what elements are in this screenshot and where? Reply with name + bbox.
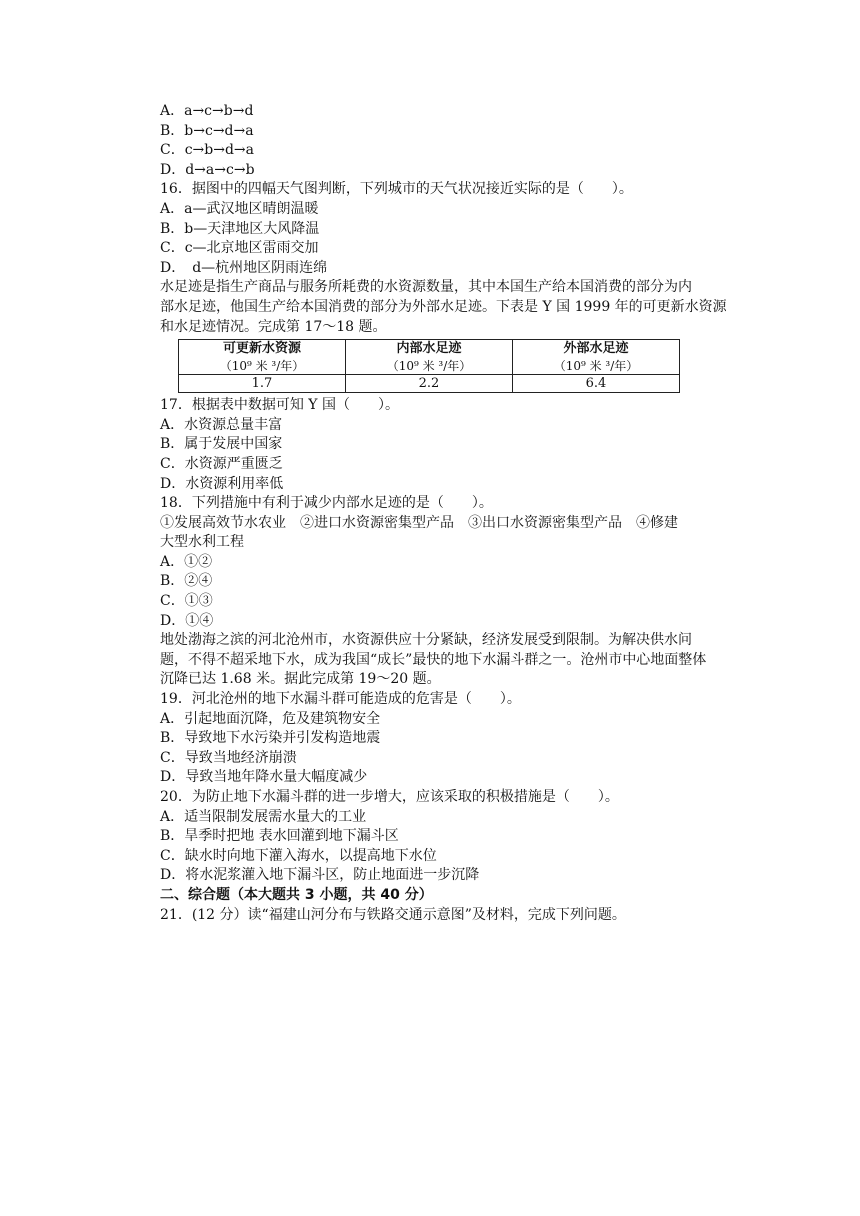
table-cell-internal: 2.2 (346, 375, 513, 393)
q18-stem: 18．下列措施中有利于减少内部水足迹的是（ ）。 (160, 495, 493, 512)
section-heading: 二、综合题（本大题共 3 小题，共 40 分） (160, 886, 433, 903)
q19-option-b: B．导致地下水污染并引发构造地震 (160, 730, 381, 747)
q15-option-b: B．b→c→d→a (160, 122, 254, 139)
question-19 (160, 690, 732, 788)
table-cell-renewable: 1.7 (179, 375, 346, 393)
q21-stem: 21．(12 分）读“福建山河分布与铁路交通示意图”及材料，完成下列问题。 (160, 906, 626, 923)
q18-option-a: A．①② (160, 553, 213, 570)
q16-option-d: D． d—杭州地区阴雨连绵 (160, 259, 328, 276)
table-header-row (179, 340, 680, 375)
q19-option-c: C．导致当地经济崩溃 (160, 749, 297, 766)
question-16 (160, 180, 732, 278)
q17-option-c: C．水资源严重匮乏 (160, 455, 283, 472)
water-resource-table (178, 339, 680, 393)
table-header-renewable (179, 340, 346, 375)
question-18 (160, 494, 732, 631)
passage2-line1: 地处渤海之滨的河北沧州市，水资源供应十分紧缺，经济发展受到限制。为解决供水问 (160, 632, 692, 649)
question-20 (160, 788, 732, 886)
q20-option-d: D．将水泥浆灌入地下漏斗区，防止地面进一步沉降 (160, 867, 480, 884)
passage1-line3: 和水足迹情况。完成第 17～18 题。 (160, 318, 387, 335)
q18-option-b: B．②④ (160, 573, 213, 590)
q16-option-c: C．c—北京地区雷雨交加 (160, 240, 319, 257)
q18-option-d: D．①④ (160, 612, 214, 629)
header-unit: （10⁹ 米 ³/年） (386, 359, 472, 374)
q18-option-c: C．①③ (160, 593, 213, 610)
q20-option-a: A．适当限制发展需水量大的工业 (160, 808, 367, 825)
q17-option-b: B．属于发展中国家 (160, 436, 283, 453)
table-row (179, 375, 680, 393)
table-header-internal (346, 340, 513, 375)
q15-option-d: D．d→a→c→b (160, 161, 255, 178)
q17-option-a: A．水资源总量丰富 (160, 416, 283, 433)
passage-water-footprint (160, 278, 732, 337)
header-unit: （10⁹ 米 ³/年） (219, 359, 305, 374)
passage-cangzhou (160, 631, 732, 690)
q15-options (160, 102, 732, 180)
header-label: 外部水足迹 (563, 341, 629, 357)
table-cell-external: 6.4 (513, 375, 680, 393)
q19-stem: 19．河北沧州的地下水漏斗群可能造成的危害是（ ）。 (160, 691, 521, 708)
q16-option-a: A．a—武汉地区晴朗温暖 (160, 200, 319, 217)
question-17 (160, 396, 732, 494)
table-header-external (513, 340, 680, 375)
q20-stem: 20．为防止地下水漏斗群的进一步增大，应该采取的积极措施是（ ）。 (160, 789, 619, 805)
q15-option-a: A．a→c→b→d (160, 103, 254, 119)
header-unit: （10⁹ 米 ³/年） (553, 359, 639, 374)
q15-option-c: C．c→b→d→a (160, 142, 255, 159)
passage2-line3: 沉降已达 1.68 米。据此完成第 19～20 题。 (160, 671, 441, 688)
passage2-line2: 题，不得不超采地下水，成为我国“成长”最快的地下水漏斗群之一。沧州市中心地面整体 (160, 651, 707, 668)
exam-content (160, 102, 732, 925)
header-label: 可更新水资源 (222, 341, 301, 357)
q18-choices-line1: ①发展高效节水农业 ②进口水资源密集型产品 ③出口水资源密集型产品 ④修建 (160, 514, 678, 531)
q20-option-b: B．旱季时把地 表水回灌到地下漏斗区 (160, 828, 399, 845)
passage1-line1: 水足迹是指生产商品与服务所耗费的水资源数量，其中本国生产给本国消费的部分为内 (160, 279, 692, 296)
q16-stem: 16．据图中的四幅天气图判断，下列城市的天气状况接近实际的是（ ）。 (160, 181, 633, 198)
q17-stem: 17．根据表中数据可知 Y 国（ ）。 (160, 397, 399, 414)
q17-option-d: D．水资源利用率低 (160, 475, 284, 492)
q18-choices-line2: 大型水利工程 (160, 534, 244, 551)
header-label: 内部水足迹 (396, 341, 462, 357)
q19-option-d: D．导致当地年降水量大幅度减少 (160, 769, 368, 786)
passage1-line2: 部水足迹，他国生产给本国消费的部分为外部水足迹。下表是 Y 国 1999 年的可更新水资源 (160, 298, 727, 315)
q20-option-c: C．缺水时向地下灌入海水，以提高地下水位 (160, 847, 437, 864)
q16-option-b: B．b—天津地区大风降温 (160, 220, 320, 237)
q19-option-a: A．引起地面沉降，危及建筑物安全 (160, 710, 381, 727)
